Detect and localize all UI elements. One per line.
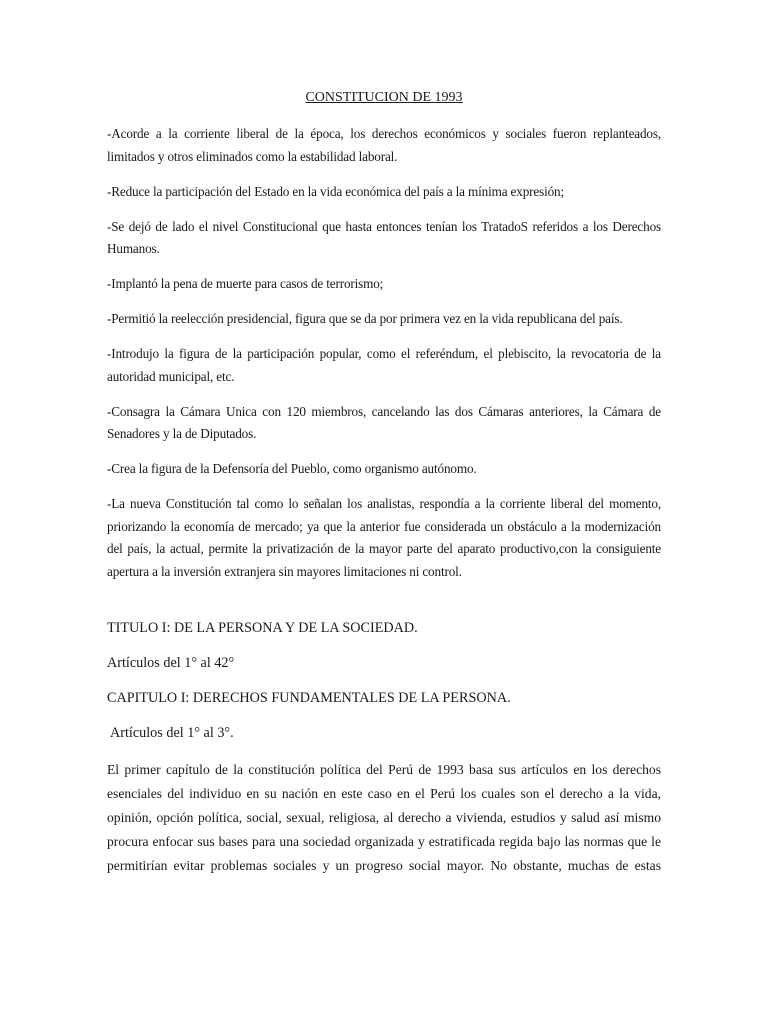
capitulo-articles-range: Artículos del 1° al 3°. [110, 725, 234, 741]
bullet-point: -Acorde a la corriente liberal de la época, los derechos económicos y sociales fueron replanteados, limitados y otros eliminados como la estabilidad laboral. [107, 126, 661, 164]
titulo-heading: TITULO I: DE LA PERSONA Y DE LA SOCIEDAD. [107, 620, 418, 636]
body-paragraph: El primer capítulo de la constitución política del Perú de 1993 basa sus artículos en los derechos esenciales del individuo en su nación en este caso en el Perú los cuales son el derecho a la vida, opinión, opción política, social, sexual, religiosa, al derecho a vivienda, estudios y salud así mismo procura enfocar sus bases para una sociedad organizada y estratificada regida bajo las normas que le permitirían evitar problemas sociales y un progreso social mayor. No obstante, muchas de estas [107, 762, 661, 873]
bullet-point: -Consagra la Cámara Unica con 120 miembros, cancelando las dos Cámaras anteriores, la Cámara de Senadores y la de Diputados. [107, 403, 661, 441]
bullet-point: -Implantó la pena de muerte para casos de terrorismo; [107, 276, 384, 291]
bullet-point: -Se dejó de lado el nivel Constitucional que hasta entonces tenían los TratadoS referidos a los Derechos Humanos. [107, 218, 661, 256]
bullet-point: -Reduce la participación del Estado en la vida económica del país a la mínima expresión; [107, 183, 564, 199]
bullet-point: -Introdujo la figura de la participación popular, como el referéndum, el plebiscito, la revocatoria de la autoridad municipal, etc. [107, 346, 661, 384]
bullet-point: -Crea la figura de la Defensoría del Pueblo, como organismo autónomo. [107, 461, 477, 476]
document-content [107, 88, 661, 878]
bullet-point: -La nueva Constitución tal como lo señalan los analistas, respondía a la corriente liberal del momento, priorizando la economía de mercado; ya que la anterior fue considerada un obstáculo a la modernización del país, la actual, permite la privatización de la mayor parte del aparato productivo,con la consiguiente apertura a la inversión extranjera sin mayores limitaciones ni control. [107, 496, 661, 579]
document-title: CONSTITUCION DE 1993 [305, 90, 463, 105]
bullet-point: -Permitió la reelección presidencial, figura que se da por primera vez en la vida republicana del país. [107, 311, 623, 326]
titulo-articles-range: Artículos del 1° al 42° [107, 655, 235, 671]
capitulo-heading: CAPITULO I: DERECHOS FUNDAMENTALES DE LA PERSONA. [107, 690, 511, 706]
